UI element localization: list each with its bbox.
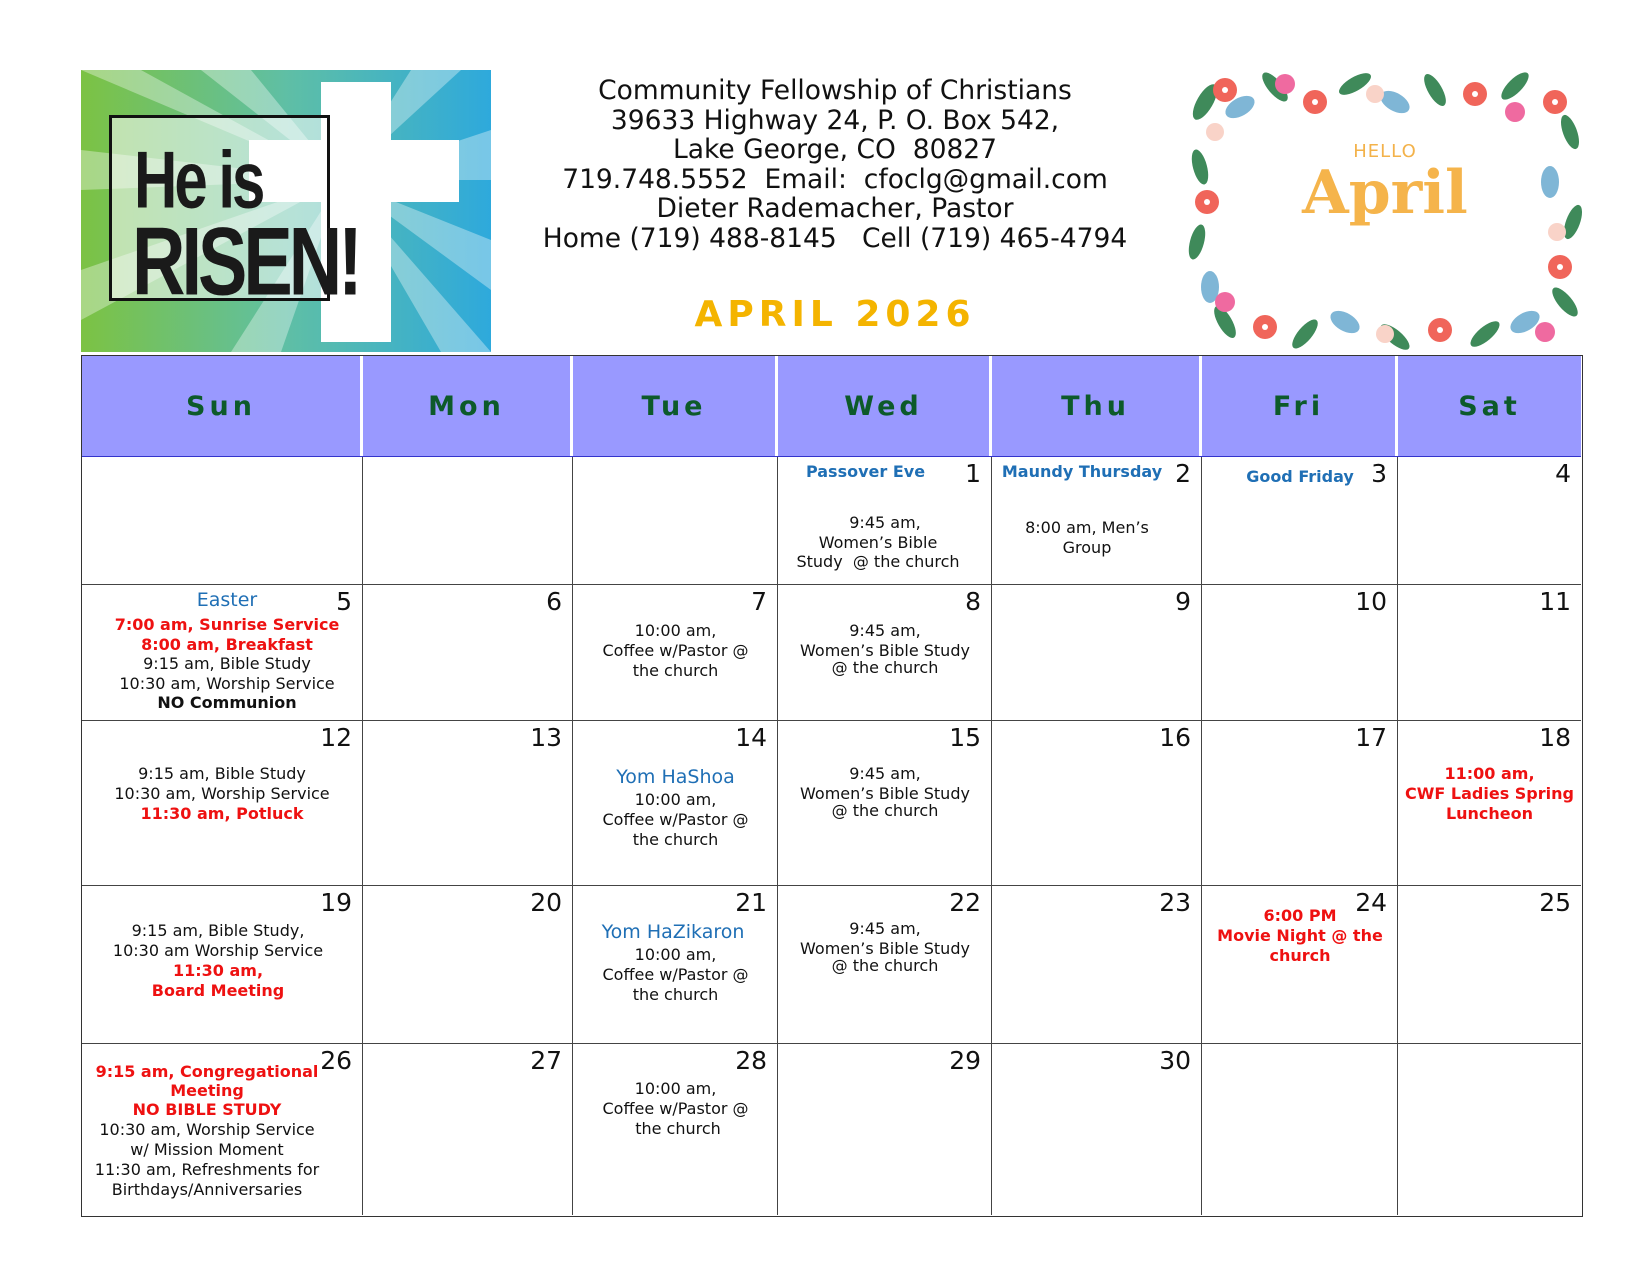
day-cell-14[interactable] — [573, 721, 778, 886]
day-number: 16 — [1159, 723, 1191, 752]
day-cell-22[interactable] — [778, 886, 992, 1044]
weekday-sat: Sat — [1398, 356, 1581, 457]
event-line-red: church — [1269, 946, 1331, 965]
day-number: 10 — [1355, 587, 1387, 616]
day-number: 30 — [1159, 1046, 1191, 1075]
holiday-label: Passover Eve — [805, 462, 926, 481]
holiday-label: Yom HaZikaron — [601, 921, 745, 943]
day-number: 13 — [530, 723, 562, 752]
day-number: 29 — [949, 1046, 981, 1075]
day-cell-13[interactable] — [363, 721, 573, 886]
risen-frame — [109, 115, 359, 316]
event-line-red: 11:30 am, Potluck — [140, 804, 304, 823]
event-line: @ the church — [831, 801, 939, 820]
church-header — [520, 76, 1150, 253]
event-line-red: 11:00 am, — [1444, 764, 1535, 783]
event-line: Women’s Bible Study — [800, 939, 970, 958]
event-line: 9:15 am, Bible Study — [138, 764, 306, 783]
day-number: 24 — [1355, 888, 1387, 917]
day-cell-21[interactable] — [573, 886, 778, 1044]
day-cell-15[interactable] — [778, 721, 992, 886]
weekday-wed: Wed — [778, 356, 992, 457]
day-number: 18 — [1539, 723, 1571, 752]
weekday-tue: Tue — [573, 356, 778, 457]
day-cell-3[interactable] — [1202, 457, 1398, 585]
hello-april-image — [1185, 72, 1585, 350]
calendar-grid — [81, 355, 1583, 1217]
day-number: 17 — [1355, 723, 1387, 752]
event-line: 10:30 am, Worship Service — [114, 784, 330, 803]
event-line: 8:00 am, Men’s — [1025, 518, 1149, 537]
holiday-label: Good Friday — [1246, 467, 1354, 486]
day-cell-20[interactable] — [363, 886, 573, 1044]
event-line: @ the church — [831, 658, 939, 677]
event-line: 10:00 am, — [634, 1079, 717, 1098]
event-line: 9:15 am, Bible Study, — [131, 921, 305, 940]
day-cell-6[interactable] — [363, 585, 573, 721]
event-line: w/ Mission Moment — [130, 1140, 284, 1159]
day-cell-empty — [1202, 1044, 1398, 1215]
day-number: 21 — [735, 888, 767, 917]
day-cell-12[interactable] — [82, 721, 363, 886]
event-line-red: 8:00 am, Breakfast — [141, 635, 313, 654]
day-cell-1[interactable] — [778, 457, 992, 585]
day-cell-10[interactable] — [1202, 585, 1398, 721]
event-line-red: NO BIBLE STUDY — [132, 1100, 282, 1119]
event-line: 10:30 am, Worship Service — [119, 674, 335, 693]
event-line: Coffee w/Pastor @ — [602, 965, 749, 984]
event-line: Group — [1062, 538, 1112, 557]
day-cell-19[interactable] — [82, 886, 363, 1044]
day-cell-28[interactable] — [573, 1044, 778, 1215]
event-line: Women’s Bible Study — [800, 641, 970, 660]
weekday-fri: Fri — [1202, 356, 1398, 457]
event-line-red: Luncheon — [1445, 804, 1534, 823]
event-line-red: Movie Night @ the — [1217, 926, 1383, 945]
event-line-red: 7:00 am, Sunrise Service — [114, 615, 340, 634]
day-number: 26 — [320, 1046, 352, 1075]
event-line: Women’s Bible Study — [800, 784, 970, 803]
hello-small-text: HELLO — [1353, 141, 1417, 162]
weekday-thu: Thu — [992, 356, 1202, 457]
risen-line1: He is — [134, 134, 263, 226]
day-number: 22 — [949, 888, 981, 917]
event-line: Coffee w/Pastor @ — [602, 1099, 749, 1118]
day-cell-8[interactable] — [778, 585, 992, 721]
address-line1: 39633 Highway 24, P. O. Box 542, — [610, 104, 1060, 136]
day-number: 2 — [1175, 459, 1191, 488]
day-cell-11[interactable] — [1398, 585, 1581, 721]
event-line: 10:00 am, — [634, 945, 717, 964]
pastor-line: Dieter Rademacher, Pastor — [656, 193, 1014, 224]
event-line-red: CWF Ladies Spring — [1405, 784, 1574, 803]
event-line-red: 9:15 am, Congregational — [95, 1062, 319, 1081]
event-line: the church — [632, 985, 719, 1004]
holiday-label: Yom HaShoa — [616, 766, 735, 788]
phones-line: Home (719) 488-8145 Cell (719) 465-4794 — [542, 222, 1128, 254]
day-number: 4 — [1555, 459, 1571, 488]
day-number: 19 — [320, 888, 352, 917]
he-is-risen-image — [81, 70, 491, 352]
day-number: 5 — [336, 587, 352, 616]
holiday-label: Easter — [196, 589, 258, 611]
event-line: 9:45 am, — [849, 621, 921, 640]
day-number: 7 — [751, 587, 767, 616]
day-number: 8 — [965, 587, 981, 616]
hello-big-text: April — [1302, 158, 1468, 228]
day-cell-2[interactable] — [992, 457, 1202, 585]
day-cell-empty — [82, 457, 363, 585]
day-cell-5[interactable] — [82, 585, 363, 721]
day-number: 14 — [735, 723, 767, 752]
day-number: 9 — [1175, 587, 1191, 616]
contact-line: 719.748.5552 Email: cfoclg@gmail.com — [562, 163, 1108, 195]
event-line: 10:00 am, — [634, 621, 717, 640]
event-line: Coffee w/Pastor @ — [602, 810, 749, 829]
day-cell-25[interactable] — [1398, 886, 1581, 1044]
day-cell-18[interactable] — [1398, 721, 1581, 886]
event-line: 9:45 am, — [849, 764, 921, 783]
day-number: 12 — [320, 723, 352, 752]
day-number: 27 — [530, 1046, 562, 1075]
weekday-sun: Sun — [82, 356, 363, 457]
event-line-red: 6:00 PM — [1263, 906, 1337, 925]
day-cell-empty — [1398, 1044, 1581, 1215]
event-line: the church — [632, 661, 719, 680]
event-line: 9:15 am, Bible Study — [143, 654, 311, 673]
event-line: @ the church — [831, 956, 939, 975]
day-cell-empty — [363, 457, 573, 585]
address-line2: Lake George, CO 80827 — [672, 134, 998, 165]
day-number: 25 — [1539, 888, 1571, 917]
day-cell-empty — [573, 457, 778, 585]
risen-line2: RISEN! — [132, 207, 359, 316]
event-line: 9:45 am, — [849, 919, 921, 938]
day-number: 15 — [949, 723, 981, 752]
org-name: Community Fellowship of Christians — [598, 75, 1072, 106]
day-cell-9[interactable] — [992, 585, 1202, 721]
month-title: APRIL 2026 — [694, 294, 976, 335]
event-line: the church — [632, 830, 719, 849]
day-cell-16[interactable] — [992, 721, 1202, 886]
event-line: Birthdays/Anniversaries — [111, 1180, 303, 1199]
day-cell-27[interactable] — [363, 1044, 573, 1215]
event-line: Coffee w/Pastor @ — [602, 641, 749, 660]
day-number: 20 — [530, 888, 562, 917]
day-cell-24[interactable] — [1202, 886, 1398, 1044]
day-number: 3 — [1371, 459, 1387, 488]
day-number: 6 — [546, 587, 562, 616]
day-cell-7[interactable] — [573, 585, 778, 721]
event-line-bold: NO Communion — [157, 693, 297, 712]
weekday-mon: Mon — [363, 356, 573, 457]
day-number: 23 — [1159, 888, 1191, 917]
event-line: Study @ the church — [796, 552, 960, 571]
event-line-red: Meeting — [170, 1081, 244, 1100]
event-line: 10:00 am, — [634, 790, 717, 809]
day-cell-4[interactable] — [1398, 457, 1581, 585]
hello-text-box — [1255, 127, 1515, 295]
event-line: 10:30 am Worship Service — [112, 941, 324, 960]
day-cell-23[interactable] — [992, 886, 1202, 1044]
day-number: 11 — [1539, 587, 1571, 616]
day-cell-30[interactable] — [992, 1044, 1202, 1215]
day-cell-29[interactable] — [778, 1044, 992, 1215]
event-line: 11:30 am, Refreshments for — [94, 1160, 320, 1179]
event-line-red: Board Meeting — [151, 981, 285, 1000]
day-cell-26[interactable] — [82, 1044, 363, 1215]
event-line-red: 11:30 am, — [172, 961, 264, 980]
event-line: 10:30 am, Worship Service — [99, 1120, 315, 1139]
day-cell-17[interactable] — [1202, 721, 1398, 886]
event-line: 9:45 am, — [849, 513, 921, 532]
holiday-label: Maundy Thursday — [1001, 462, 1163, 481]
event-line: Women’s Bible — [818, 533, 938, 552]
day-number: 28 — [735, 1046, 767, 1075]
day-number: 1 — [965, 459, 981, 488]
event-line: the church — [635, 1119, 721, 1138]
